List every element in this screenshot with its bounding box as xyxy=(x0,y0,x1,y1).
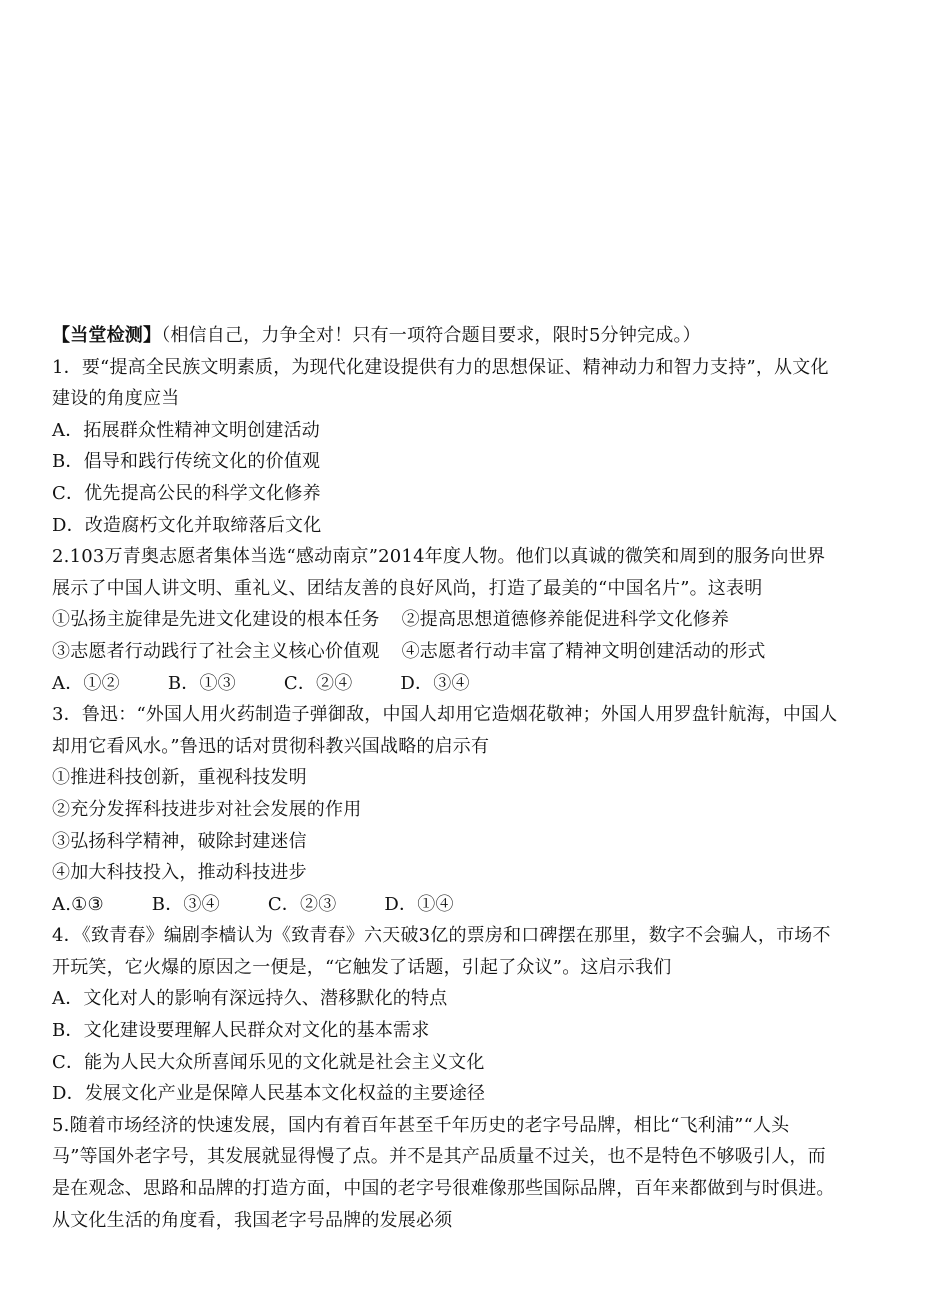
answer-option-a: A．文化对人的影响有深远持久、潜移默化的特点 xyxy=(52,988,448,1010)
answer-option-c: C．②④ xyxy=(283,672,353,694)
question-stem-line: 是在观念、思路和品牌的打造方面，中国的老字号很难像那些国际品牌，百年来都做到与时俱进。 xyxy=(52,1178,835,1200)
question-stem-line: 4．《致青春》编剧李樯认为《致青春》六天破3亿的票房和口碑摆在那里，数字不会骗人，市场不 xyxy=(52,925,831,947)
question-stem-line: 2.103万青奥志愿者集体当选“感动南京”2014年度人物。他们以真诚的微笑和周到的服务向世界 xyxy=(52,546,826,568)
question-stem-line: 却用它看风水。”鲁迅的话对贯彻科教兴国战略的启示有 xyxy=(52,735,490,757)
answer-option-b: B．文化建设要理解人民群众对文化的基本需求 xyxy=(52,1020,430,1042)
question-stem-line: 从文化生活的角度看，我国老字号品牌的发展必须 xyxy=(52,1209,453,1231)
section-header xyxy=(52,320,902,352)
answer-option-b: B．③④ xyxy=(151,893,220,915)
question-2 xyxy=(52,541,902,699)
answer-option-d: D．改造腐朽文化并取缔落后文化 xyxy=(52,514,322,536)
answer-option-a: A.①③ xyxy=(52,893,104,915)
question-5 xyxy=(52,1110,902,1236)
statement-2: ②提高思想道德修养能促进科学文化修养 xyxy=(401,609,730,631)
question-1 xyxy=(52,352,902,542)
question-stem-line: 1．要“提高全民族文明素质，为现代化建设提供有力的思想保证、精神动力和智力支持”，从文化 xyxy=(52,356,829,378)
answer-option-d: D．发展文化产业是保障人民基本文化权益的主要途径 xyxy=(52,1083,486,1105)
answer-option-c: C．②③ xyxy=(267,893,337,915)
statement-3: ③弘扬科学精神，破除封建迷信 xyxy=(52,830,307,852)
statement-1: ①弘扬主旋律是先进文化建设的根本任务 xyxy=(52,609,380,631)
question-stem-line: 马”等国外老字号，其发展就显得慢了点。并不是其产品质量不过关，也不是特色不够吸引人，而 xyxy=(52,1146,826,1168)
question-stem-line: 展示了中国人讲文明、重礼义、团结友善的良好风尚，打造了最美的“中国名片”。这表明 xyxy=(52,577,763,599)
statement-3: ③志愿者行动践行了社会主义核心价值观 xyxy=(52,640,380,662)
answer-option-d: D．①④ xyxy=(384,893,454,915)
section-title: 【当堂检测】 xyxy=(52,325,162,346)
statement-row xyxy=(52,604,902,636)
answer-option-d: D．③④ xyxy=(400,672,470,694)
answer-option-a: A．①② xyxy=(52,672,120,694)
worksheet-page xyxy=(52,320,902,1236)
statement-row xyxy=(52,636,902,668)
statement-1: ①推进科技创新，重视科技发明 xyxy=(52,767,307,789)
question-stem-line: 开玩笑，它火爆的原因之一便是，“它触发了话题，引起了众议”。这启示我们 xyxy=(52,956,672,978)
answer-option-c: C．优先提高公民的科学文化修养 xyxy=(52,482,321,504)
section-instruction: （相信自己，力争全对！只有一项符合题目要求，限时5分钟完成。） xyxy=(161,325,701,346)
answer-choices-row xyxy=(52,889,902,921)
answer-option-b: B．倡导和践行传统文化的价值观 xyxy=(52,451,321,473)
answer-option-a: A．拓展群众性精神文明创建活动 xyxy=(52,419,320,441)
question-stem-line: 5.随着市场经济的快速发展，国内有着百年甚至千年历史的老字号品牌，相比“飞利浦”“人头 xyxy=(52,1114,790,1136)
question-stem-line: 3．鲁迅：“外国人用火药制造子弹御敌，中国人却用它造烟花敬神；外国人用罗盘针航海，中国人 xyxy=(52,704,838,726)
statement-4: ④加大科技投入，推动科技进步 xyxy=(52,862,307,884)
answer-choices-row xyxy=(52,668,902,700)
statement-2: ②充分发挥科技进步对社会发展的作用 xyxy=(52,798,362,820)
statement-4: ④志愿者行动丰富了精神文明创建活动的形式 xyxy=(401,640,766,662)
answer-option-b: B．①③ xyxy=(167,672,236,694)
question-stem-line: 建设的角度应当 xyxy=(52,388,180,410)
question-4 xyxy=(52,920,902,1110)
answer-option-c: C．能为人民大众所喜闻乐见的文化就是社会主义文化 xyxy=(52,1051,485,1073)
question-3 xyxy=(52,699,902,920)
